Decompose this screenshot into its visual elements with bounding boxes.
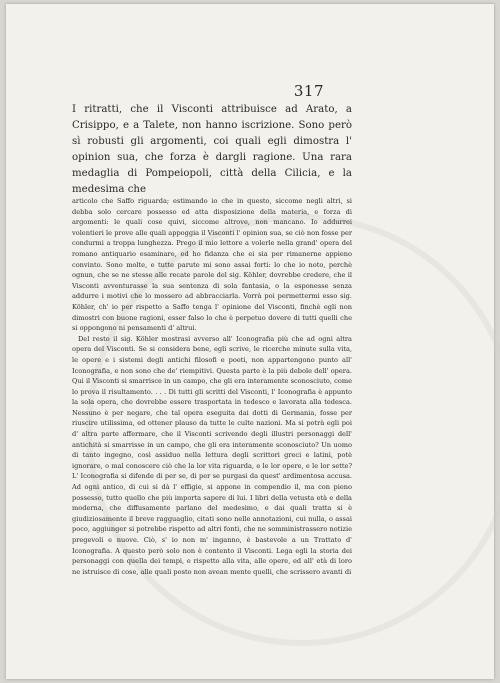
footnote-paragraph-1: articolo che Saffo riguarda; estimando io che in questo, siccome negli altri, si debba solo cercare possesso ed atta disposizione della materia, e forza di argomenti: le quali cose quivi, siccome altrove, non mancano. Io addurrei volentieri le prove alle quali appoggia il Visconti l' opinion sua, se ciò non fosse per condurmi a troppa lunghezza. Prego il mio lettore a volerle nella grand' opera del romano antiquario esaminare, ed ho fidanza che ei sia per rimanerne appieno convinto. Sono molte, e tutte parute mi sono assai forti: lo che io noto, perchè ognun, che se ne stesse alle recate parole del sig. Köhler, dovrebbe credere, che il Visconti avventurasse la sua sentenza di sola fantasia, o la esponesse senza addurre i motivi che lo mossero ad abbracciarla. Vorrà poi permettermi esso sig. Köhler, ch' io per rispetto a Saffo tenga l' opinione del Visconti, finchè egli non dimostri con buone ragioni, esser falso lo che è perpetuo dovere di tutti quelli che si oppongono ni pensamenti d' altrui.: [72, 197, 352, 333]
main-paragraph: I ritratti, che il Visconti attribuisce ad Arato, a Crisippo, e a Talete, non hanno iscrizione. Sono però sì robusti gli argomenti, coi quali egli dimostra l' opinion sua, che forza è dargli ragione. Una rara medaglia di Pompeiopoli, città della Cilicia, e la medesima che: [72, 104, 352, 195]
book-page: [6, 4, 494, 679]
footnote-paragraph-2: Del resto il sig. Köhler mostrasi avverso all' Iconografia più che ad ogni altra opera del Visconti. Se si considera bene, egli scrive, le ricerche minute sulla vita, le opere e i sistemi degli antichi filosofi e poeti, non appartengono punto all' Iconografia, e non sono che de' riempitivi. Questa parte è la più debole dell' opera. Qui il Visconti si smarrisce in un campo, che gli era interamente sconosciuto, come lo prova il risultamento. . . . Di tutti gli scritti del Visconti, l' Iconografia è appunto la sola opera, che dovrebbe essere trasportata in tedesco e lavorata alla tedesca. Nessuno è per negare, che tal opera eseguita dai dotti di Germania, fosse per riuscire utilissima, ed ottener plauso da tutte le culte nazioni. Ma si potrà egli poi d' altra parte affermare, che il Visconti scrivendo degli illustri personaggi dell' antichità si smarrisse in un campo, che gli era interamente sconosciuto? Un uomo di tanto ingegno, così assiduo nella lettura degli scrittori greci e latini, potè ignorare, o mal conoscere ciò che la lor vita riguarda, e le lor opere, e le lor sette? L' Iconografia si difende di per se, di per se purgasi da quest' ardimentosa accusa. Ad ogni antico, di cui si dà l' effigie, si appone in compendio il, ma con pieno possesso, tutto quello che più importa sapere di lui. I libri della vetusta età e della moderna, che diffusamente parlano del medesimo, e dai quali tratta si è giudiziosamente il breve ragguaglio, citati sono nelle annotazioni, cui nulla, o assai poco, aggiunger si potrebbe rispetto ad altri fonti, che ne somministrassero notizie pregevoli e nuove. Ciò, s' io non m' inganno, è bastevole a un Trattato d' Iconografia. A questo però solo non è contento il Visconti. Lega egli la storia dei personaggi con quella dei tempi, e rispetto alla vita, alle opere, ed all' età di loro ne istruisce di cose, alle quali posto non avean mente quelli, che scrissero avanti di: [72, 334, 352, 576]
footnote-text-block: [72, 196, 352, 577]
main-text-block: [72, 102, 352, 198]
page-number: 317: [293, 82, 324, 100]
